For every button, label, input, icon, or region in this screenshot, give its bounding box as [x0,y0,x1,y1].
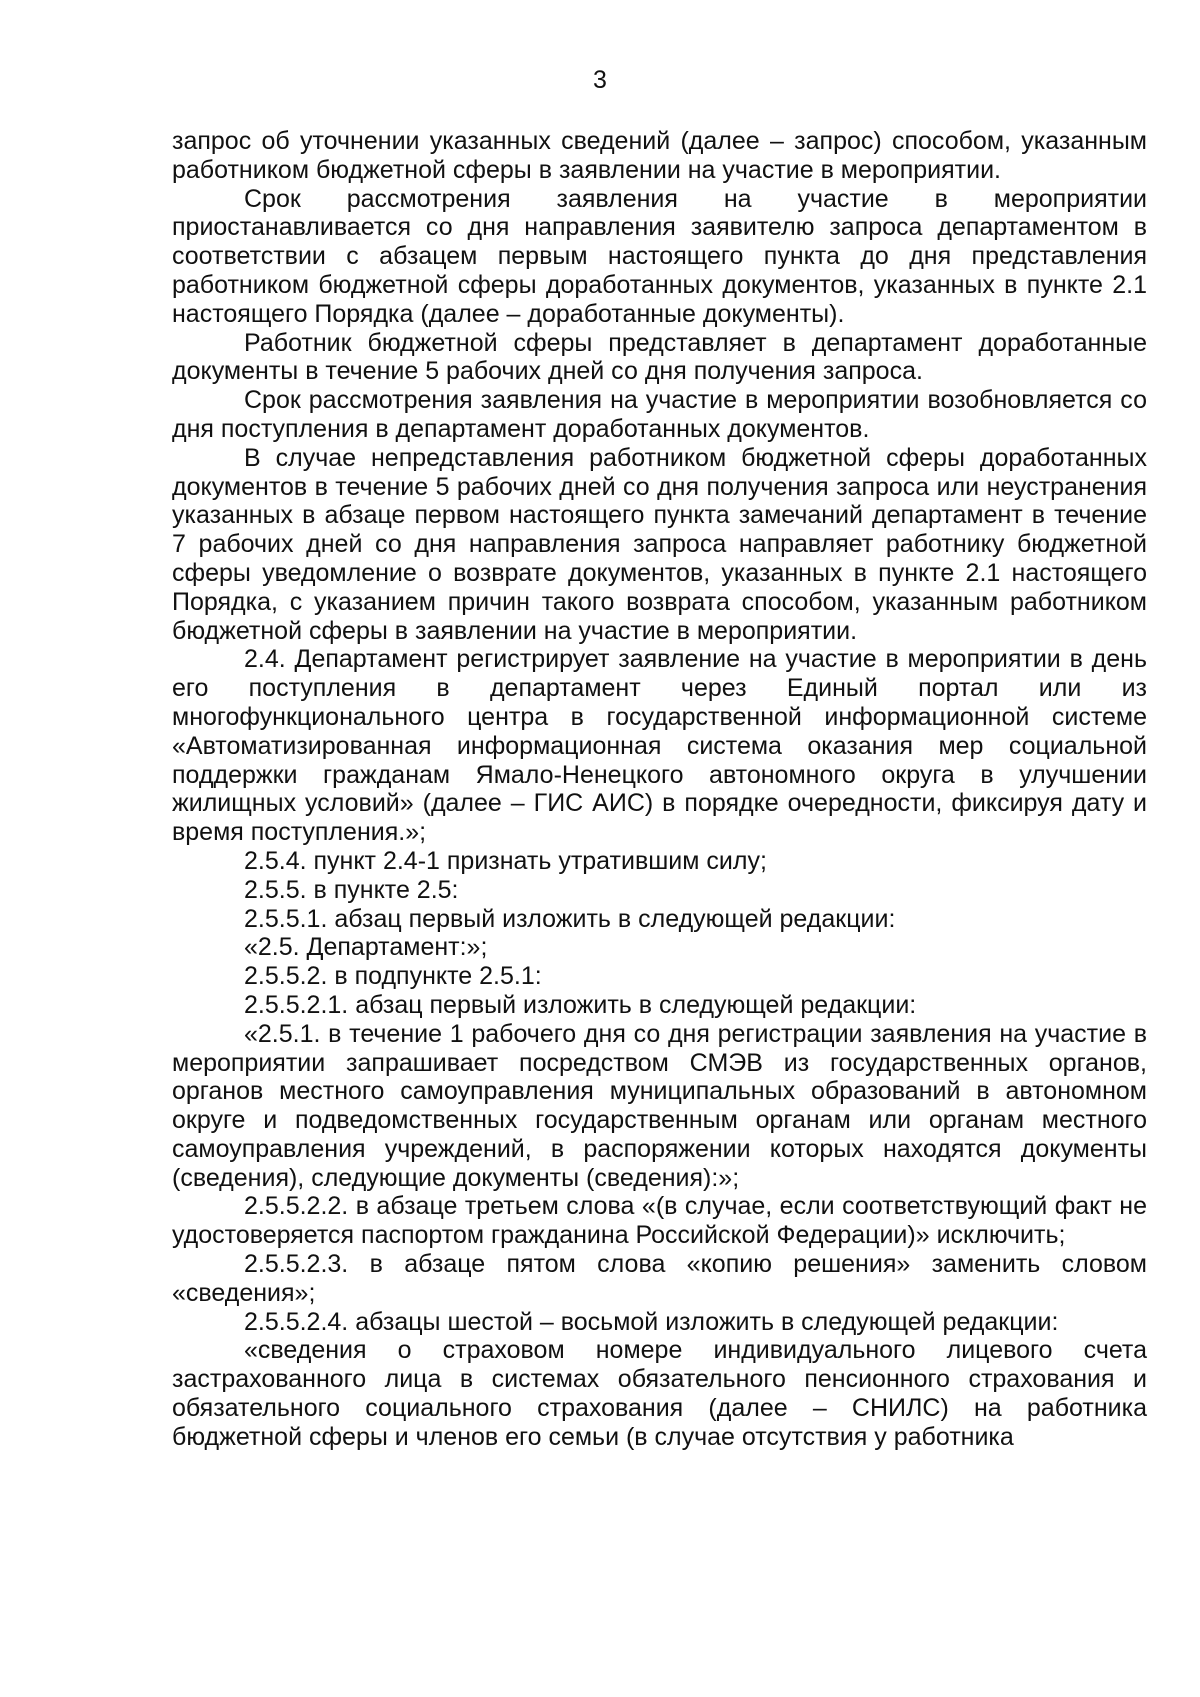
page-number: 3 [593,66,607,94]
paragraph: «2.5.1. в течение 1 рабочего дня со дня регистрации заявления на участие в мероприятии запрашивает посредством СМЭВ из государственных органов, органов местного самоуправления муниципальных образований в автономном округе и подведомственных государственным органам или органам местного самоуправления учреждений, в распоряжении которых находятся документы (сведения), следующие документы (сведения):»; [172,1019,1147,1192]
paragraph: В случае непредставления работником бюджетной сферы доработанных документов в течение 5 рабочих дней со дня получения запроса или неустранения указанных в абзаце первом настоящего пункта замечаний департамент в течение 7 рабочих дней со дня направления запроса направляет работнику бюджетной сферы уведомление о возврате документов, указанных в пункте 2.1 настоящего Порядка, с указанием причин такого возврата способом, указанным работником бюджетной сферы в заявлении на участие в мероприятии. [172,443,1147,645]
paragraph: 2.5.5. в пункте 2.5: [244,875,459,904]
paragraph: запрос об уточнении указанных сведений (далее – запрос) способом, указанным работником бюджетной сферы в заявлении на участие в мероприятии. [172,127,1147,184]
paragraph: 2.5.5.2.2. в абзаце третьем слова «(в случае, если соответствующий факт не удостоверяется паспортом гражданина Российской Федерации)» исключить; [172,1192,1147,1250]
paragraph: «2.5. Департамент:»; [244,933,488,962]
paragraph: 2.5.5.2.3. в абзаце пятом слова «копию решения» заменить словом «сведения»; [172,1250,1147,1307]
paragraph: «сведения о страховом номере индивидуального лицевого счета застрахованного лица в системах обязательного пенсионного страхования и обязательного социального страхования (далее – СНИЛС) на работника бюджетной сферы и членов его семьи (в случае отсутствия у работника [172,1336,1147,1451]
paragraph: Срок рассмотрения заявления на участие в мероприятии возобновляется со дня поступления в департамент доработанных документов. [172,386,1147,443]
paragraph: 2.5.5.2.4. абзацы шестой – восьмой изложить в следующей редакции: [244,1307,1059,1336]
paragraph: 2.4. Департамент регистрирует заявление на участие в мероприятии в день его поступления в департамент через Единый портал или из многофункционального центра в государственной информационной системе «Автоматизированная информационная система оказания мер социальной поддержки гражданам Ямало-Ненецкого автономного округа в улучшении жилищных условий» (далее – ГИС АИС) в порядке очередности, фиксируя дату и время поступления.»; [172,645,1147,847]
paragraph: 2.5.5.2. в подпункте 2.5.1: [244,962,542,991]
document-body [172,127,1147,1452]
paragraph: Срок рассмотрения заявления на участие в мероприятии приостанавливается со дня направления заявителю запроса департаментом в соответствии с абзацем первым настоящего пункта до дня представления работником бюджетной сферы доработанных документов, указанных в пункте 2.1 настоящего Порядка (далее – доработанные документы). [172,184,1147,328]
paragraph: 2.5.5.1. абзац первый изложить в следующей редакции: [244,904,896,933]
paragraph: 2.5.4. пункт 2.4-1 признать утратившим силу; [244,846,767,875]
paragraph: Работник бюджетной сферы представляет в департамент доработанные документы в течение 5 рабочих дней со дня получения запроса. [172,328,1147,386]
paragraph: 2.5.5.2.1. абзац первый изложить в следующей редакции: [244,990,917,1019]
